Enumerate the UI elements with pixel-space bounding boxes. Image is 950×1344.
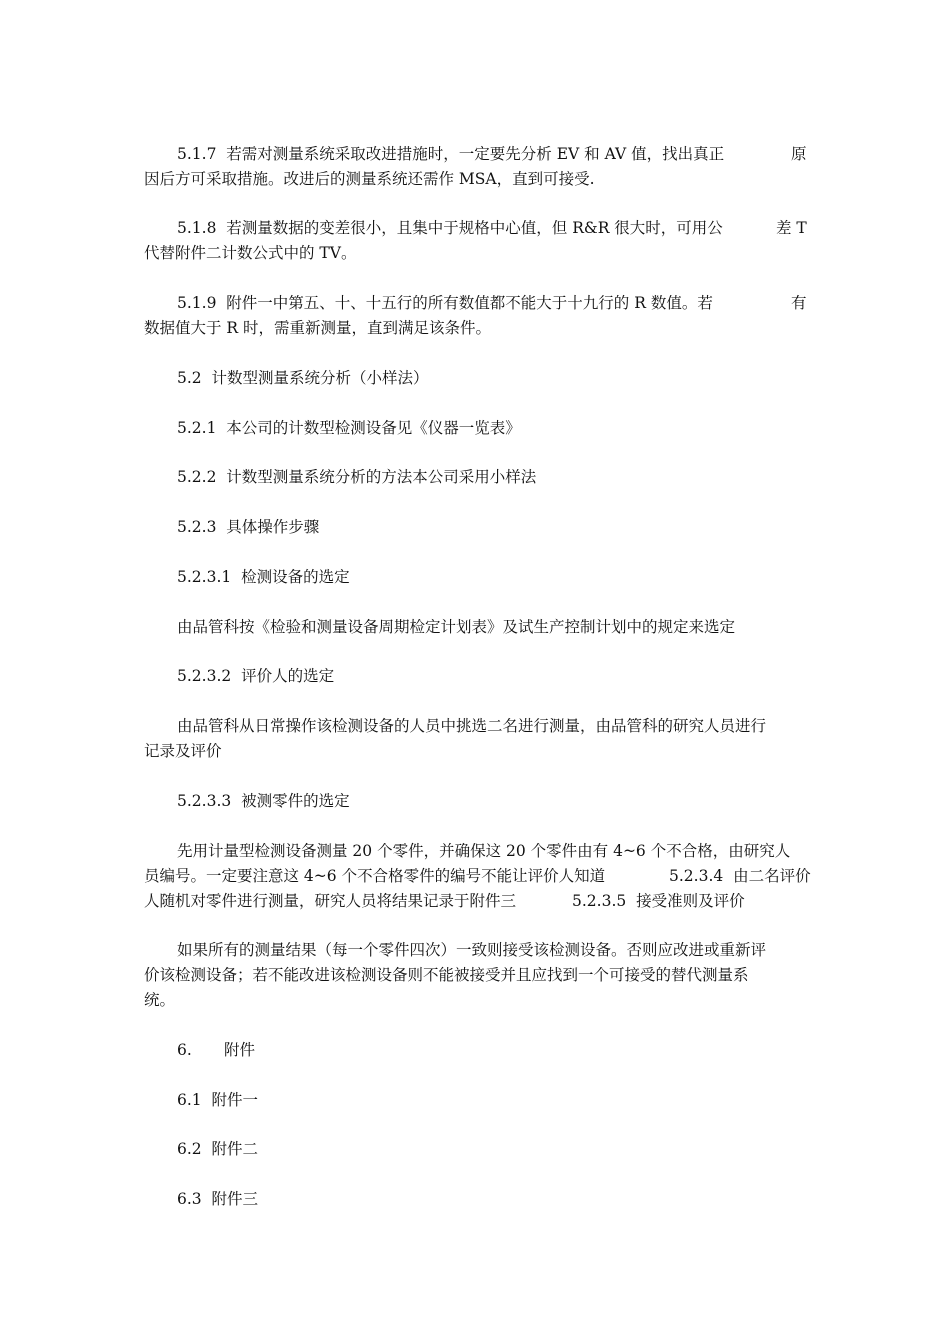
para-5-2-3-3-body-line3a: 人随机对零件进行测量，研究人员将结果记录于附件三: [144, 892, 517, 910]
attachment-6-2: 6.2 附件二: [177, 1140, 259, 1158]
heading-6-number: 6.: [177, 1041, 192, 1059]
heading-6-title: 附件: [224, 1041, 256, 1059]
para-5-1-9-line1: 5.1.9 附件一中第五、十、十五行的所有数值都不能大于十九行的 R 数值。若: [177, 294, 713, 312]
para-5-2-1: 5.2.1 本公司的计数型检测设备见《仪器一览表》: [177, 419, 521, 437]
para-5-2-3-5-body-line1: 如果所有的测量结果（每一个零件四次）一致则接受该检测设备。否则应改进或重新评: [177, 941, 767, 959]
para-5-2-3-3-body-line1: 先用计量型检测设备测量 20 个零件，并确保这 20 个零件由有 4~6 个不合格，由研究人: [177, 842, 791, 860]
para-5-2-3-2-body-line2: 记录及评价: [144, 742, 222, 760]
para-5-1-9-line1-tail: 有: [791, 294, 807, 312]
para-5-1-7-line2: 因后方可采取措施。改进后的测量系统还需作 MSA，直到可接受.: [144, 170, 595, 188]
para-5-1-8-line1: 5.1.8 若测量数据的变差很小，且集中于规格中心值，但 R&R 很大时，可用公: [177, 219, 723, 237]
para-5-1-8-line1-tail: 差 T: [776, 219, 807, 237]
attachment-6-1: 6.1 附件一: [177, 1091, 259, 1109]
para-5-1-7-line1-tail: 原: [791, 145, 807, 163]
para-5-1-8-line2: 代替附件二计数公式中的 TV。: [144, 244, 357, 262]
para-5-2-3-4-heading: 5.2.3.4 由二名评价: [669, 867, 811, 885]
para-5-2-3: 5.2.3 具体操作步骤: [177, 518, 320, 536]
heading-5-2: 5.2 计数型测量系统分析（小样法）: [177, 369, 429, 387]
para-5-2-3-3-body-line2a: 员编号。一定要注意这 4~6 个不合格零件的编号不能让评价人知道: [144, 867, 606, 885]
para-5-1-9-line2: 数据值大于 R 时，需重新测量，直到满足该条件。: [144, 319, 492, 337]
para-5-2-3-2: 5.2.3.2 评价人的选定: [177, 667, 335, 685]
para-5-2-3-5-body-line2: 价该检测设备；若不能改进该检测设备则不能被接受并且应找到一个可接受的替代测量系: [144, 966, 749, 984]
para-5-2-3-3: 5.2.3.3 被测零件的选定: [177, 792, 350, 810]
para-5-2-3-5-heading: 5.2.3.5 接受准则及评价: [572, 892, 745, 910]
para-5-2-3-1-body: 由品管科按《检验和测量设备周期检定计划表》及试生产控制计划中的规定来选定: [177, 618, 736, 636]
para-5-2-3-5-body-line3: 统。: [144, 991, 176, 1009]
para-5-2-2: 5.2.2 计数型测量系统分析的方法本公司采用小样法: [177, 468, 537, 486]
attachment-6-3: 6.3 附件三: [177, 1190, 259, 1208]
para-5-2-3-2-body-line1: 由品管科从日常操作该检测设备的人员中挑选二名进行测量，由品管科的研究人员进行: [177, 717, 767, 735]
para-5-2-3-1: 5.2.3.1 检测设备的选定: [177, 568, 350, 586]
para-5-1-7-line1: 5.1.7 若需对测量系统采取改进措施时，一定要先分析 EV 和 AV 值，找出真正: [177, 145, 725, 163]
